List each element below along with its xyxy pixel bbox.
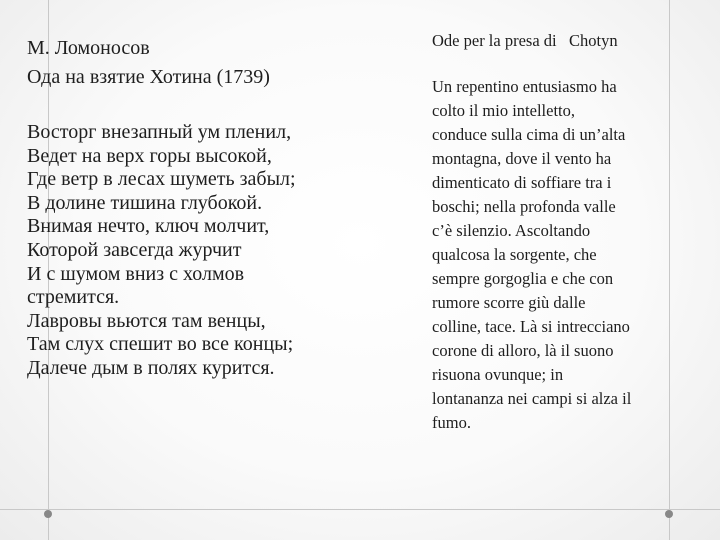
verse-line: Далече дым в полях курится. [27,356,275,379]
decorative-dot-right [665,510,673,518]
translation-line: conduce sulla cima di un’alta [432,125,626,144]
verse-line: В долине тишина глубокой. [27,191,263,214]
translation-title: Ode per la presa di Chotyn [432,31,618,50]
translation-line: lontananza nei campi si alza il [432,389,632,408]
translation-line: sempre gorgoglia e che con [432,269,614,288]
translation-line: c’è silenzio. Ascoltando [432,221,591,240]
verse-line: Внимая нечто, ключ молчит, [27,215,270,238]
verse-line: Ведет на верх горы высокой, [27,144,272,167]
frame-bottom-line [0,509,720,510]
italian-translation-column [432,29,704,435]
translation-text [432,75,704,435]
decorative-dot-left [44,510,52,518]
verse-line: Восторг внезапный ум пленил, [27,121,292,143]
translation-line: colline, tace. Là si intrecciano [432,317,630,336]
translation-line: Un repentino entusiasmo ha [432,77,617,96]
verse-line: Где ветр в лесах шуметь забыл; [27,168,296,191]
translation-line: montagna, dove il vento ha [432,149,612,168]
translation-line: corone di alloro, là il suono [432,341,614,360]
translation-line: rumore scorre giù dalle [432,293,586,312]
translation-line: qualcosa la sorgente, che [432,245,597,264]
verse-line: Которой завсегда журчит [27,238,242,261]
poem-title: Ода на взятие Хотина (1739) [27,66,270,88]
translation-line: boschi; nella profonda valle [432,197,616,216]
verse-line: И с шумом вниз с холмов [27,262,245,285]
poem-verse [27,121,397,381]
verse-line: Лавровы вьются там венцы, [27,309,266,332]
verse-line: Там слух спешит во все концы; [27,333,294,356]
russian-original-column [27,34,397,381]
translation-line: dimenticato di soffiare tra i [432,173,612,192]
translation-line: risuona ovunque; in [432,365,564,384]
translation-line: fumo. [432,413,471,432]
author-name: М. Ломоносов [27,37,150,59]
verse-line: стремится. [27,286,120,309]
translation-line: colto il mio intelletto, [432,101,575,120]
